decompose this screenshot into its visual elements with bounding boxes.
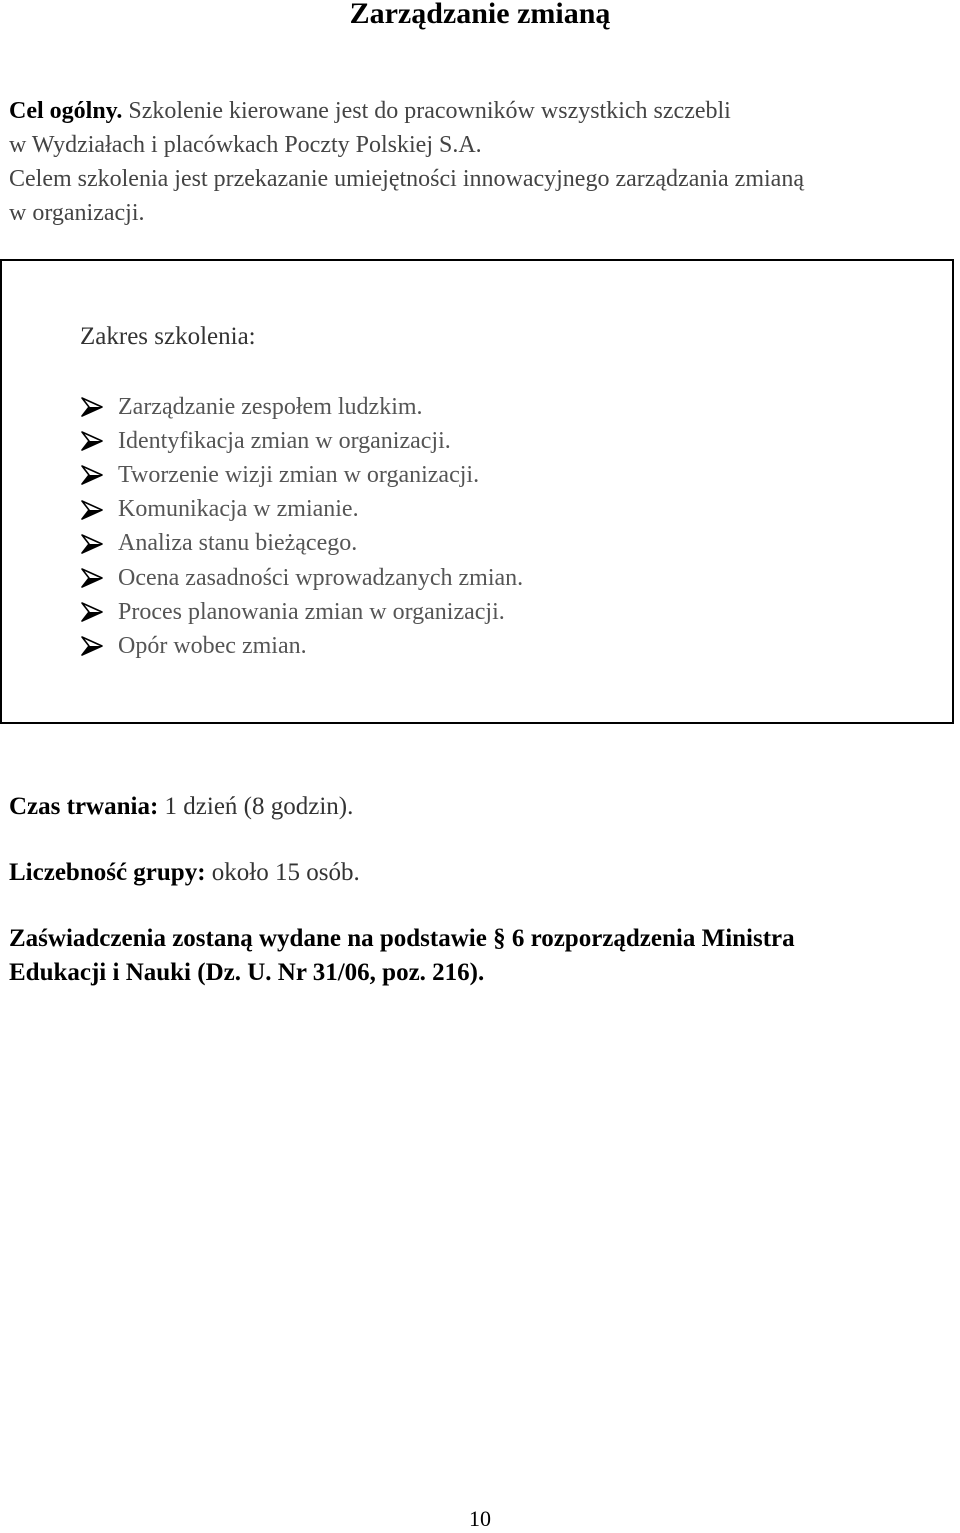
goal-line-2: w Wydziałach i placówkach Poczty Polskiej S.A.	[9, 132, 482, 158]
arrowhead-bullet-icon	[80, 429, 104, 453]
page-number: 10	[469, 1506, 491, 1531]
goal-paragraph	[9, 94, 954, 230]
arrowhead-bullet-icon	[80, 566, 104, 590]
list-item-label: Identyfikacja zmian w organizacji.	[118, 427, 451, 454]
list-item-label: Tworzenie wizji zmian w organizacji.	[118, 461, 480, 488]
certificate-paragraph	[9, 922, 954, 990]
duration-line	[9, 790, 353, 824]
group-size-value: około 15 osób.	[211, 859, 360, 886]
scope-list	[80, 390, 523, 664]
arrowhead-bullet-icon	[80, 600, 104, 624]
goal-line-1	[9, 94, 954, 128]
list-item	[80, 527, 523, 561]
arrowhead-bullet-icon	[80, 634, 104, 658]
goal-line-4: w organizacji.	[9, 200, 145, 226]
goal-label: Cel ogólny.	[9, 98, 123, 124]
list-item	[80, 458, 523, 492]
list-item-label: Opór wobec zmian.	[118, 632, 307, 659]
list-item-label: Komunikacja w zmianie.	[118, 496, 359, 523]
list-item-label: Proces planowania zmian w organizacji.	[118, 598, 505, 625]
group-size-label: Liczebność grupy:	[9, 859, 206, 886]
certificate-line-2: Edukacji i Nauki (Dz. U. Nr 31/06, poz. 216).	[9, 959, 485, 986]
group-size-line	[9, 856, 360, 890]
list-item	[80, 390, 523, 424]
duration-label: Czas trwania:	[9, 793, 159, 820]
duration-value: 1 dzień (8 godzin).	[164, 793, 354, 820]
list-item-label: Zarządzanie zespołem ludzkim.	[118, 393, 423, 420]
goal-line-3: Celem szkolenia jest przekazanie umiejętności innowacyjnego zarządzania zmianą	[9, 166, 804, 192]
arrowhead-bullet-icon	[80, 532, 104, 556]
arrowhead-bullet-icon	[80, 498, 104, 522]
list-item	[80, 493, 523, 527]
list-item	[80, 424, 523, 458]
list-item	[80, 629, 523, 663]
document-title: Zarządzanie zmianą	[349, 0, 611, 30]
certificate-line-1: Zaświadczenia zostaną wydane na podstawie § 6 rozporządzenia Ministra	[9, 925, 795, 952]
list-item-label: Ocena zasadności wprowadzanych zmian.	[118, 564, 524, 591]
arrowhead-bullet-icon	[80, 463, 104, 487]
list-item	[80, 561, 523, 595]
scope-heading: Zakres szkolenia:	[80, 323, 256, 350]
list-item	[80, 595, 523, 629]
goal-line-1-text: Szkolenie kierowane jest do pracowników wszystkich szczebli	[128, 98, 731, 124]
arrowhead-bullet-icon	[80, 395, 104, 419]
list-item-label: Analiza stanu bieżącego.	[118, 530, 358, 557]
